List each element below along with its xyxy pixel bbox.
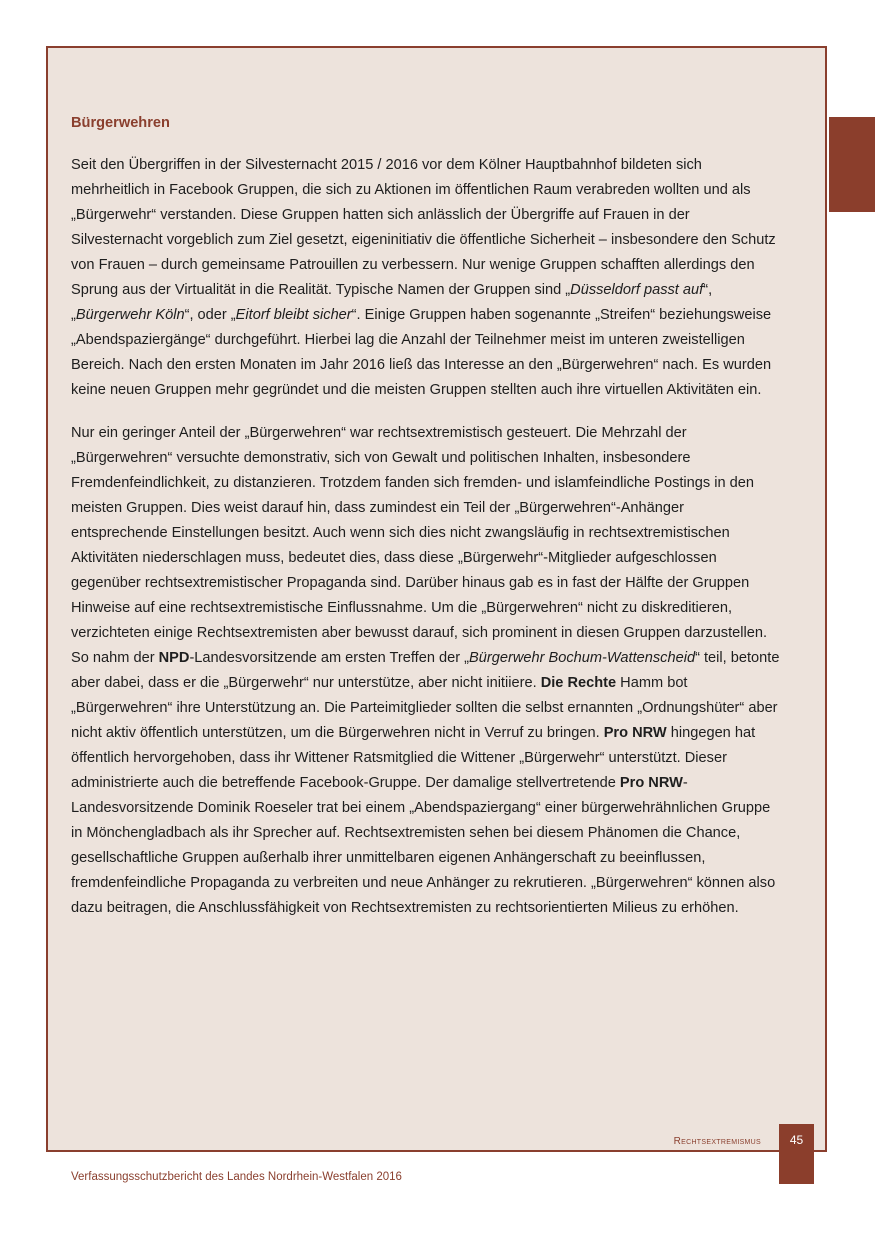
running-section-label: Rechtsextremismus [673,1136,761,1147]
group-name-bochum: Bürgerwehr Bochum-Wattenscheid [469,650,696,666]
body-text [71,153,784,939]
group-name-eitorf: Eitorf bleibt sicher [235,307,352,323]
p2-text-3: “ teil, betonte aber dabei, dass er die „Bürgerwehr“ nur unterstütze, aber nicht initiiere. [71,650,780,691]
p2-text-4: Hamm bot „Bürgerwehren“ ihre Unterstützung an. Die Parteimitglieder sollten die selbst ernannten „Ordnungshüter“ aber nicht aktiv öffentlich unterstützen, um die Bürgerwehren nicht in Verruf zu bringen. [71,675,778,741]
p2-text-1: Nur ein geringer Anteil der „Bürgerwehren“ war rechtsextremistisch gesteuert. Die Mehrzahl der „Bürgerwehren“ versuchte demonstrativ, sich von Gewalt und politischen Inhalten, insbesondere Fremdenfeindlichkeit, zu distanzieren. Trotzdem fanden sich fremden- und islamfeindliche Postings in den meisten Gruppen. Dies weist darauf hin, dass zumindest ein Teil der „Bürgerwehren“-Anhänger entsprechende Einstellungen besitzt. Auch wenn sich dies nicht zwangsläufig in rechtsextremistischen Aktivitäten niederschlagen muss, bedeutet dies, dass diese „Bürgerwehr“-Mitglieder aufgeschlossen gegenüber rechtsextremistischer Propaganda sind. Darüber hinaus gab es in fast der Hälfte der Gruppen Hinweise auf eine rechtsextremistische Einflussnahme. Um die „Bürgerwehren“ nicht zu diskreditieren, verzichteten einige Rechtsextremisten aber bewusst darauf, sich prominent in diesen Gruppen darzustellen. So nahm der [71,425,768,666]
paragraph-2 [71,421,784,921]
party-pro-nrw: Pro NRW [603,725,667,741]
party-die-rechte: Die Rechte [540,675,617,691]
paragraph-1 [71,153,784,403]
page-number: 45 [789,1133,804,1147]
p1-text-2: “, „ [71,282,713,323]
chapter-tab-marker [829,117,875,212]
group-name-duesseldorf: Düsseldorf passt auf [570,282,704,298]
p1-text-3: “, oder „ [184,307,236,323]
party-npd: NPD [158,650,190,666]
party-pro-nrw-2: Pro NRW [619,775,683,791]
publication-footer: Verfassungsschutzbericht des Landes Nordrhein-Westfalen 2016 [71,1171,402,1183]
section-heading: Bürgerwehren [71,115,170,131]
p2-text-5: hingegen hat öffentlich hervorgehoben, dass ihr Wittener Ratsmitglied die Wittener „Bürgerwehr“ unterstützt. Dieser administrierte auch die betreffende Facebook-Gruppe. Der damalige stellvertretende [71,725,756,791]
p1-text-4: “. Einige Gruppen haben sogenannte „Streifen“ beziehungsweise „Abendspaziergänge“ durchgeführt. Hierbei lag die Anzahl der Teilnehmer meist im unteren zweistelligen Bereich. Nach den ersten Monaten im Jahr 2016 ließ das Interesse an den „Bürgerwehren“ nach. Es wurden keine neuen Gruppen mehr gegründet und die meisten Gruppen stellten auch ihre virtuellen Aktivitäten ein. [71,307,772,398]
p1-text-1: Seit den Übergriffen in der Silvesternacht 2015 / 2016 vor dem Kölner Hauptbahnhof bildeten sich mehrheitlich in Facebook Gruppen, die sich zu Aktionen im öffentlichen Raum verabreden wollten und als „Bürgerwehr“ verstanden. Diese Gruppen hatten sich anlässlich der Übergriffe auf Frauen in der Silvesternacht vorgeblich zum Ziel gesetzt, eigeninitiativ die öffentliche Sicherheit – insbesondere den Schutz von Frauen – durch gemeinsame Patrouillen zu verbessern. Nur wenige Gruppen schafften allerdings den Sprung aus der Virtualität in die Realität. Typische Namen der Gruppen sind „ [71,157,776,298]
group-name-koeln: Bürgerwehr Köln [75,307,185,323]
p2-text-6: -Landesvorsitzende Dominik Roeseler trat bei einem „Abendspaziergang“ einer bürgerwehrähnlichen Gruppe in Mönchengladbach als ihr Sprecher auf. Rechtsextremisten sehen bei diesem Phänomen die Chance, gesellschaftliche Gruppen außerhalb ihrer unmittelbaren eigenen Anhängerschaft zu beeinflussen, fremdenfeindliche Propaganda zu verbreiten und neue Anhänger zu rekrutieren. „Bürgerwehren“ können also dazu beitragen, die Anschlussfähigkeit von Rechtsextremisten zu rechtsorientierten Milieus zu erhöhen. [71,775,776,916]
p2-text-2: -Landesvorsitzende am ersten Treffen der „ [189,650,470,666]
